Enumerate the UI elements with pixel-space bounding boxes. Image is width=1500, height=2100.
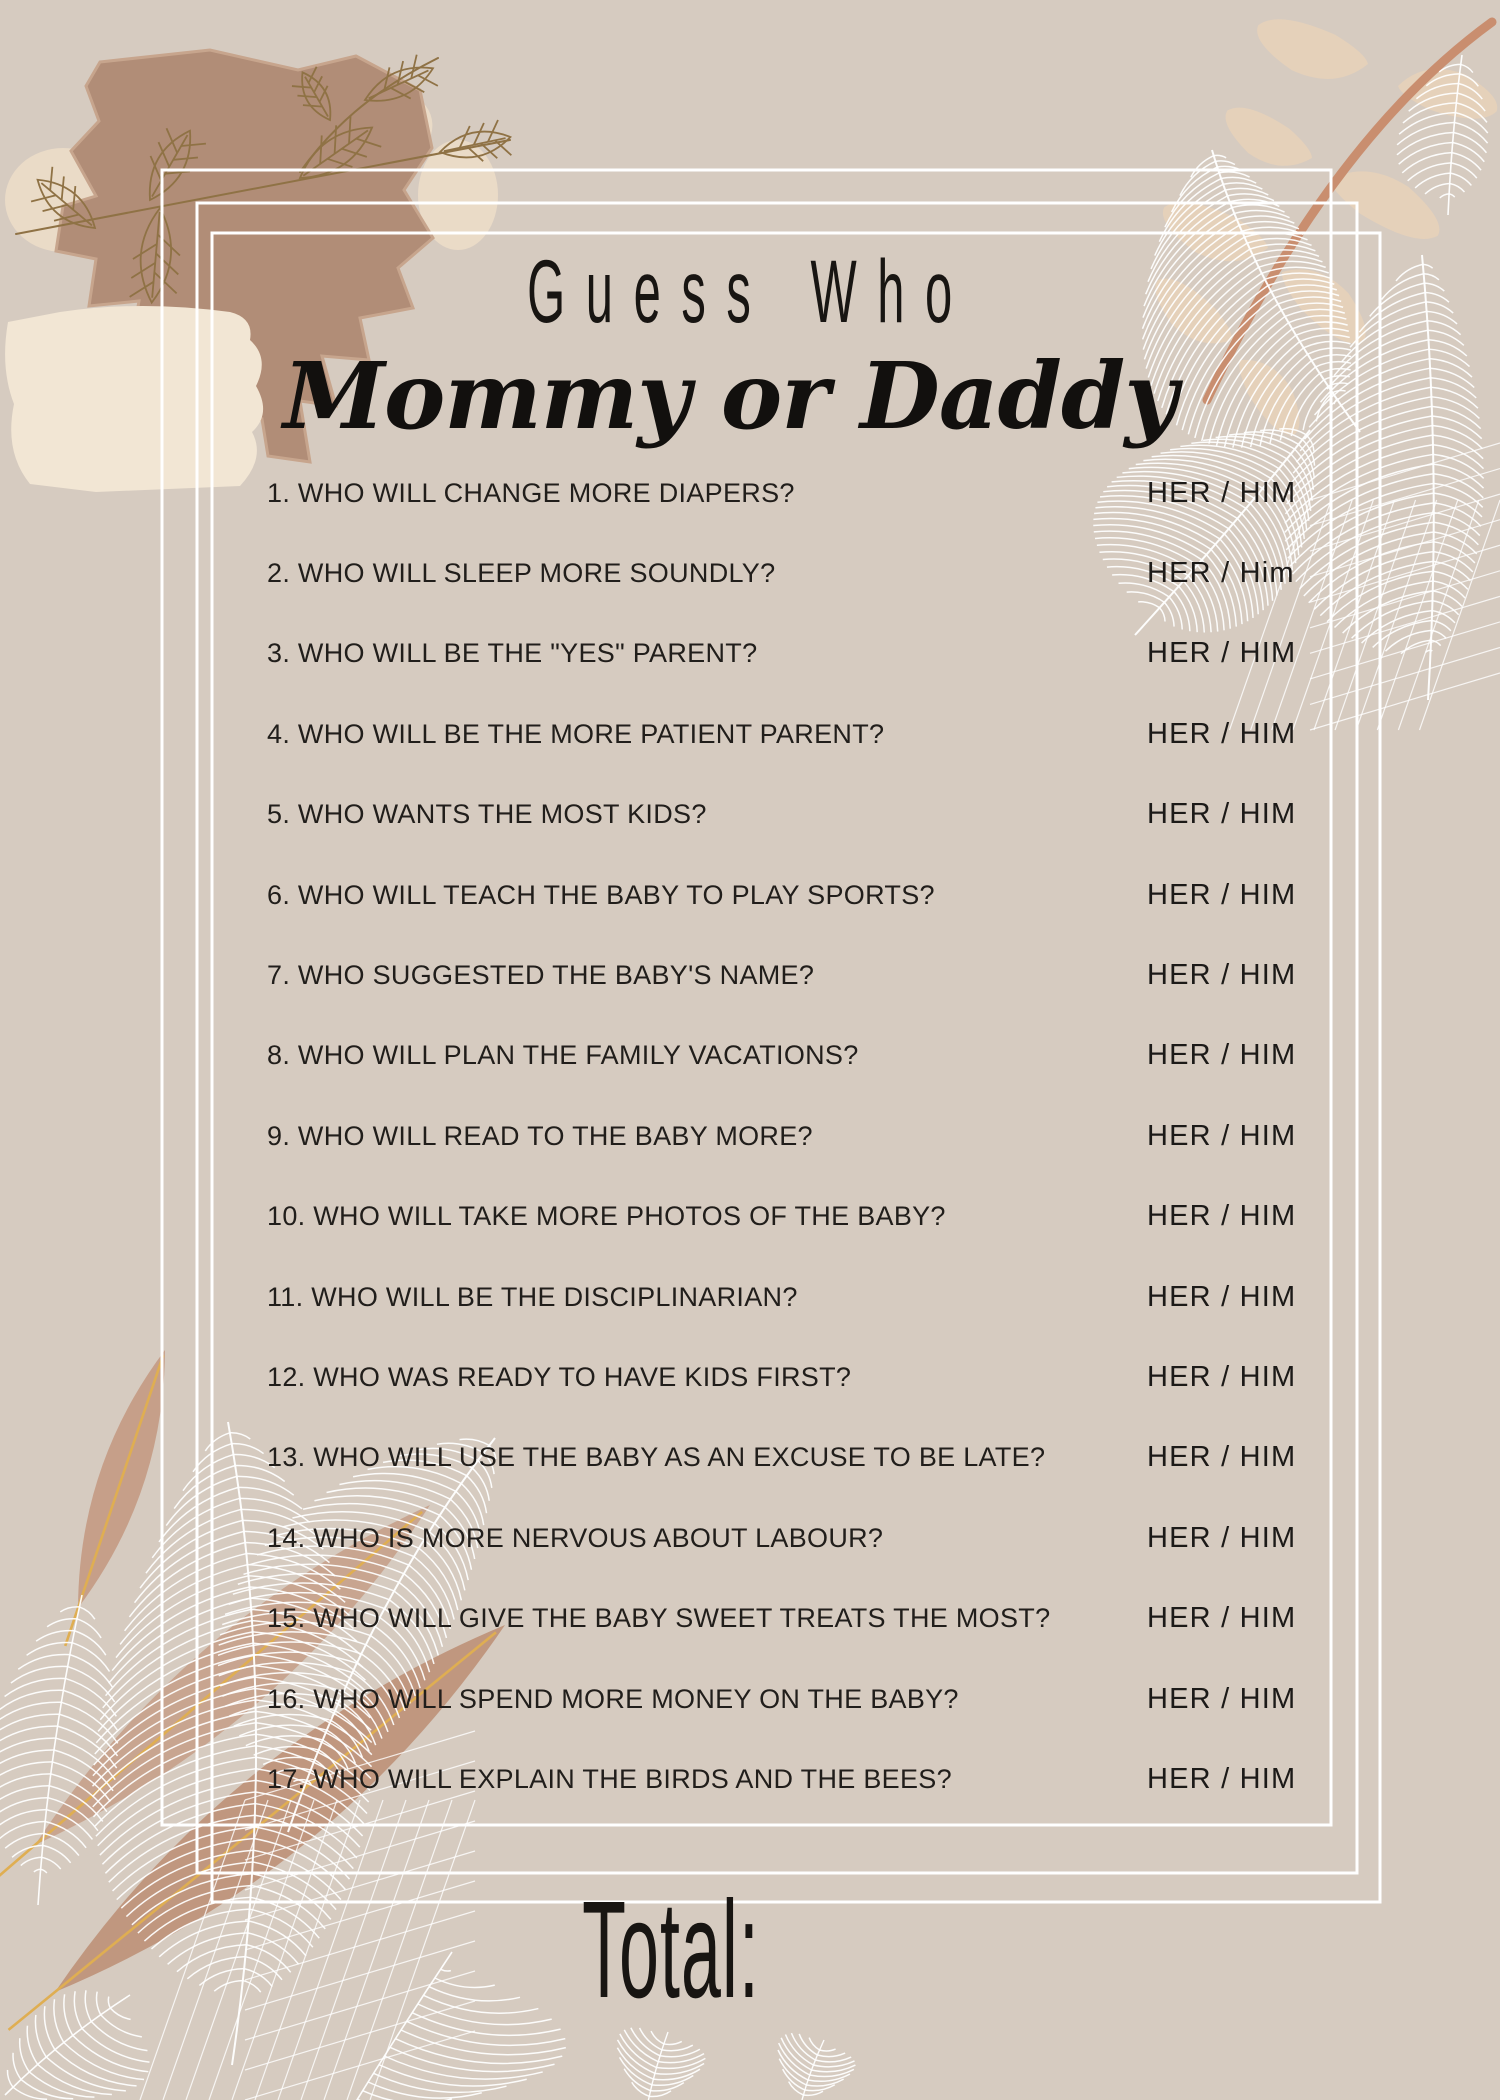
question-text: 7. WHO SUGGESTED THE BABY'S NAME?: [267, 960, 815, 991]
answer-options[interactable]: HER / HIM: [1147, 1360, 1297, 1393]
question-text: 12. WHO WAS READY TO HAVE KIDS FIRST?: [267, 1361, 852, 1392]
answer-options[interactable]: HER / HIM: [1147, 637, 1297, 670]
page-title-kicker: Guess Who: [527, 241, 973, 341]
total-label: Total:: [582, 1873, 760, 2027]
question-text: 16. WHO WILL SPEND MORE MONEY ON THE BABY?: [267, 1683, 959, 1714]
answer-options[interactable]: HER / HIM: [1147, 878, 1297, 911]
answer-options[interactable]: HER / HIM: [1147, 1280, 1297, 1313]
question-row: [267, 1659, 1330, 1739]
question-row: [267, 935, 1330, 1015]
question-text: 5. WHO WANTS THE MOST KIDS?: [267, 799, 707, 830]
answer-options[interactable]: HER / HIM: [1147, 1119, 1297, 1152]
answer-options[interactable]: HER / HIM: [1147, 717, 1297, 750]
question-row: [267, 775, 1330, 855]
question-text: 14. WHO IS MORE NERVOUS ABOUT LABOUR?: [267, 1522, 884, 1553]
question-text: 2. WHO WILL SLEEP MORE SOUNDLY?: [267, 558, 776, 589]
question-row: [267, 1016, 1330, 1096]
answer-options[interactable]: HER / HIM: [1147, 1200, 1297, 1233]
question-text: 1. WHO WILL CHANGE MORE DIAPERS?: [267, 477, 795, 508]
answer-options[interactable]: HER / HIM: [1147, 476, 1297, 509]
question-row: [267, 1578, 1330, 1658]
answer-options[interactable]: HER / HIM: [1147, 1441, 1297, 1474]
question-row: [267, 1418, 1330, 1498]
answer-options[interactable]: HER / HIM: [1147, 1521, 1297, 1554]
question-text: 6. WHO WILL TEACH THE BABY TO PLAY SPORTS?: [267, 879, 935, 910]
answer-options[interactable]: HER / HIM: [1147, 1682, 1297, 1715]
question-text: 3. WHO WILL BE THE "YES" PARENT?: [267, 638, 758, 669]
question-row: [267, 1096, 1330, 1176]
question-row: [267, 453, 1330, 533]
question-text: 4. WHO WILL BE THE MORE PATIENT PARENT?: [267, 718, 885, 749]
question-row: [267, 855, 1330, 935]
answer-options[interactable]: HER / HIM: [1147, 1602, 1297, 1635]
answer-options[interactable]: HER / HIM: [1147, 1039, 1297, 1072]
answer-options[interactable]: HER / HIM: [1147, 1762, 1297, 1795]
question-row: [267, 1739, 1330, 1819]
answer-options[interactable]: HER / HIM: [1147, 959, 1297, 992]
question-row: [267, 694, 1330, 774]
question-text: 10. WHO WILL TAKE MORE PHOTOS OF THE BABY?: [267, 1201, 946, 1232]
question-row: [267, 1177, 1330, 1257]
questions-list: [267, 453, 1330, 1820]
question-text: 17. WHO WILL EXPLAIN THE BIRDS AND THE BEES?: [267, 1763, 952, 1794]
question-text: 9. WHO WILL READ TO THE BABY MORE?: [267, 1120, 813, 1151]
question-row: [267, 533, 1330, 613]
answer-options[interactable]: HER / HIM: [1147, 798, 1297, 831]
question-text: 15. WHO WILL GIVE THE BABY SWEET TREATS THE MOST?: [267, 1603, 1051, 1634]
answer-options[interactable]: HER / Him: [1147, 557, 1295, 590]
page-title: Mommy or Daddy: [283, 342, 1177, 450]
question-row: [267, 1337, 1330, 1417]
question-text: 8. WHO WILL PLAN THE FAMILY VACATIONS?: [267, 1040, 859, 1071]
question-text: 13. WHO WILL USE THE BABY AS AN EXCUSE TO BE LATE?: [267, 1442, 1046, 1473]
question-row: [267, 614, 1330, 694]
question-row: [267, 1498, 1330, 1578]
question-row: [267, 1257, 1330, 1337]
question-text: 11. WHO WILL BE THE DISCIPLINARIAN?: [267, 1281, 798, 1312]
